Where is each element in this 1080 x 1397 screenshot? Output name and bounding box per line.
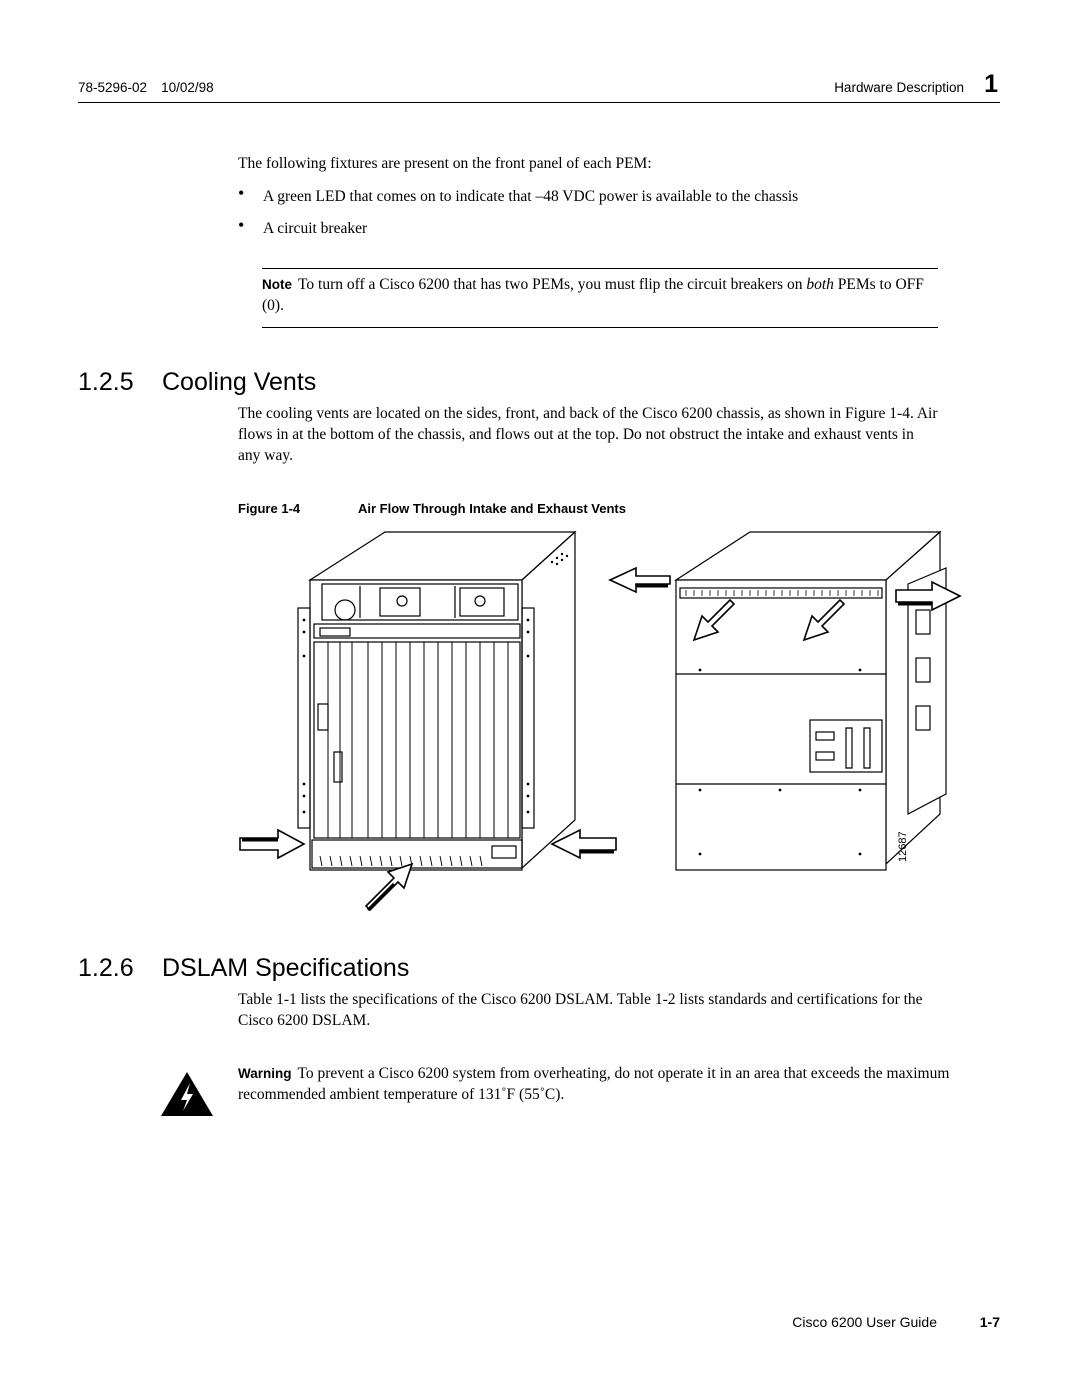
- warning-icon: [160, 1070, 214, 1118]
- chassis-rear-view: [676, 532, 946, 870]
- intake-arrow-icon: [240, 830, 304, 858]
- chassis-front-view: [298, 532, 575, 870]
- note-rule-bottom: [262, 327, 938, 328]
- doc-date: 10/02/98: [161, 80, 214, 95]
- intro-paragraph: The following fixtures are present on the front panel of each PEM:: [238, 155, 652, 172]
- airflow-figure: [230, 524, 980, 924]
- intake-arrow-icon: [366, 864, 412, 910]
- note-text: To turn off a Cisco 6200 that has two PEMs, you must flip the circuit breakers on: [298, 276, 807, 293]
- section-heading-dslam-specifications: [78, 954, 409, 983]
- section-number: 1.2.6: [78, 954, 134, 982]
- art-id: 12687: [897, 831, 909, 862]
- exhaust-arrow-icon: [610, 568, 670, 592]
- dslam-paragraph: Table 1-1 lists the specifications of the Cisco 6200 DSLAM. Table 1-2 lists standards and certifications for the Cisco 6200 DSLAM.: [238, 991, 923, 1029]
- list-item-text: A circuit breaker: [263, 220, 368, 237]
- header-rule: [78, 102, 1000, 103]
- doc-number: 78-5296-02: [78, 80, 148, 95]
- list-item-text: A green LED that comes on to indicate that –48 VDC power is available to the chassis: [263, 188, 799, 205]
- section-title: Cooling Vents: [162, 368, 317, 396]
- warning-text: To prevent a Cisco 6200 system from overheating, do not operate it in an area that exceeds the maximum recommended ambient temperature of 131˚F (55˚C).: [238, 1065, 950, 1103]
- running-header-section: Hardware Description: [834, 80, 964, 95]
- footer-title: Cisco 6200 User Guide: [792, 1314, 937, 1330]
- page-number: 1-7: [979, 1314, 1000, 1330]
- section-heading-cooling-vents: [78, 368, 316, 397]
- intake-arrow-icon: [552, 830, 616, 858]
- bullet-icon: •: [238, 183, 245, 203]
- note-emphasis: both: [806, 276, 834, 293]
- section-number: 1.2.5: [78, 368, 134, 396]
- note-text-end: PEMs to OFF (0).: [262, 276, 924, 314]
- bullet-icon: •: [238, 215, 245, 235]
- note-label: Note: [262, 277, 292, 292]
- cooling-paragraph: The cooling vents are located on the sides, front, and back of the Cisco 6200 chassis, as shown in Figure 1-4. Air flows in at the bottom of the chassis, and flows out at the top. Do not obstruct the intake and exhaust vents in any way.: [238, 405, 938, 464]
- figure-title: Air Flow Through Intake and Exhaust Vents: [358, 501, 626, 516]
- running-header-left: [78, 80, 214, 95]
- section-title: DSLAM Specifications: [162, 954, 410, 982]
- figure-label: Figure 1-4: [238, 501, 301, 516]
- note-block: [262, 274, 938, 316]
- note-rule-top: [262, 268, 938, 269]
- warning-block: [238, 1063, 988, 1105]
- warning-label: Warning: [238, 1066, 292, 1081]
- chapter-number: 1: [984, 70, 998, 98]
- figure-caption: [238, 501, 626, 516]
